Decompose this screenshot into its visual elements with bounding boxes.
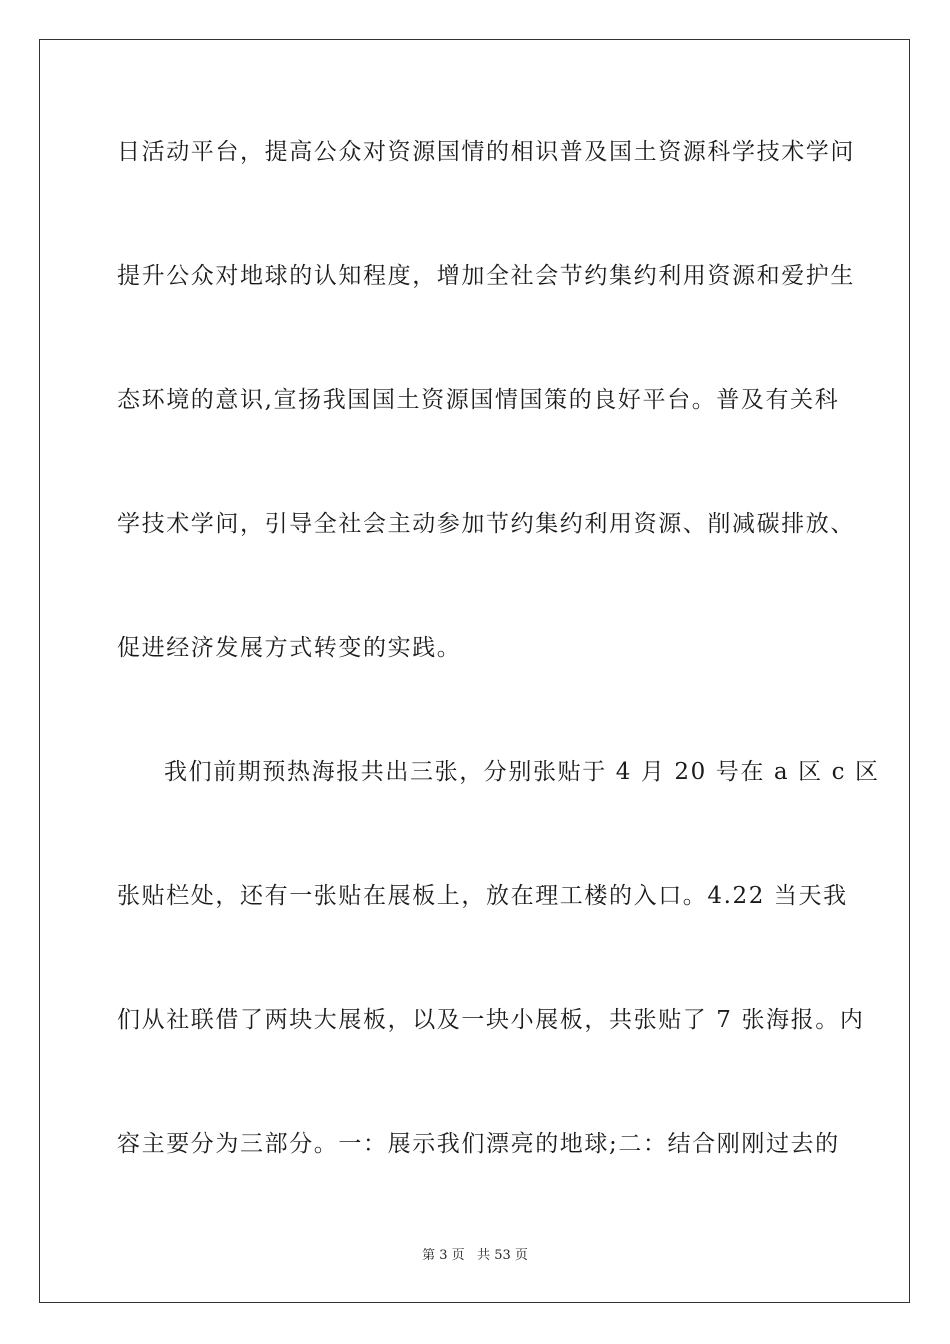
page-border	[39, 39, 910, 1303]
paragraph-line-5: 促进经济发展方式转变的实践。	[117, 635, 462, 661]
paragraph-line-3: 态环境的意识,宣扬我国国土资源国情国策的良好平台。普及有关科	[117, 387, 840, 413]
paragraph-line-4: 学技术学问，引导全社会主动参加节约集约利用资源、削减碳排放、	[117, 511, 855, 537]
paragraph-line-2: 提升公众对地球的认知程度，增加全社会节约集约利用资源和爱护生	[117, 263, 855, 289]
paragraph-line-8: 们从社联借了两块大展板，以及一块小展板，共张贴了 7 张海报。内	[117, 1007, 865, 1033]
paragraph-line-7: 张贴栏处，还有一张贴在展板上，放在理工楼的入口。4.22 当天我	[117, 883, 848, 909]
paragraph-line-9: 容主要分为三部分。一：展示我们漂亮的地球;二：结合刚刚过去的	[117, 1131, 840, 1157]
page-number-footer: 第 3 页 共 53 页	[422, 1248, 528, 1263]
paragraph-line-1: 日活动平台，提高公众对资源国情的相识普及国土资源科学技术学问	[117, 139, 855, 165]
paragraph-line-6: 我们前期预热海报共出三张，分别张贴于 4 月 20 号在 a 区 c 区	[164, 759, 880, 785]
